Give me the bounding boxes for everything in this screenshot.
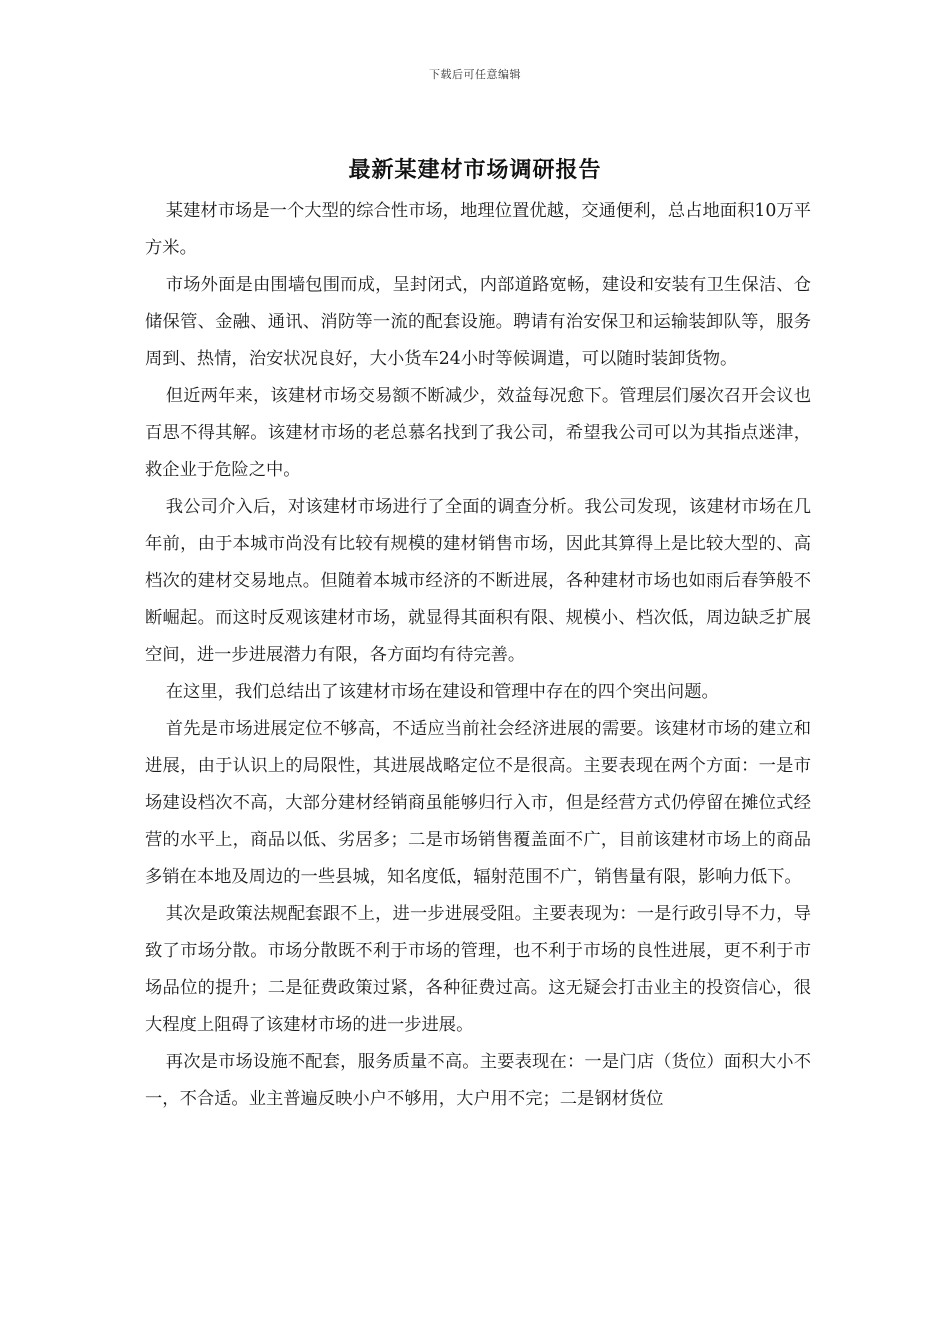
document-body (145, 193, 811, 1118)
paragraph: 但近两年来，该建材市场交易额不断减少，效益每况愈下。管理层们屡次召开会议也百思不得其解。该建材市场的老总慕名找到了我公司，希望我公司可以为其指点迷津，救企业于危险之中。 (145, 386, 811, 480)
header-note: 下载后可任意编辑 (429, 68, 521, 81)
paragraph: 再次是市场设施不配套，服务质量不高。主要表现在：一是门店（货位）面积大小不一，不合适。业主普遍反映小户不够用，大户用不完；二是钢材货位 (145, 1052, 811, 1109)
paragraph: 首先是市场进展定位不够高，不适应当前社会经济进展的需要。该建材市场的建立和进展，由于认识上的局限性，其进展战略定位不是很高。主要表现在两个方面：一是市场建设档次不高，大部分建材经销商虽能够归行入市，但是经营方式仍停留在摊位式经营的水平上，商品以低、劣居多；二是市场销售覆盖面不广，目前该建材市场上的商品多销在本地及周边的一些县城，知名度低，辐射范围不广，销售量有限，影响力低下。 (145, 719, 811, 887)
paragraph: 某建材市场是一个大型的综合性市场，地理位置优越，交通便利，总占地面积10万平方米。 (145, 201, 811, 258)
paragraph: 我公司介入后，对该建材市场进行了全面的调查分析。我公司发现，该建材市场在几年前，由于本城市尚没有比较有规模的建材销售市场，因此其算得上是比较大型的、高档次的建材交易地点。但随着本城市经济的不断进展，各种建材市场也如雨后春笋般不断崛起。而这时反观该建材市场，就显得其面积有限、规模小、档次低，周边缺乏扩展空间，进一步进展潜力有限，各方面均有待完善。 (145, 497, 811, 665)
paragraph: 在这里，我们总结出了该建材市场在建设和管理中存在的四个突出问题。 (165, 682, 719, 702)
paragraph: 市场外面是由围墙包围而成，呈封闭式，内部道路宽畅，建设和安装有卫生保洁、仓储保管、金融、通讯、消防等一流的配套设施。聘请有治安保卫和运输装卸队等，服务周到、热情，治安状况良好，大小货车24小时等候调遣，可以随时装卸货物。 (145, 275, 811, 369)
paragraph: 其次是政策法规配套跟不上，进一步进展受阻。主要表现为：一是行政引导不力，导致了市场分散。市场分散既不利于市场的管理，也不利于市场的良性进展，更不利于市场品位的提升；二是征费政策过紧，各种征费过高。这无疑会打击业主的投资信心，很大程度上阻碍了该建材市场的进一步进展。 (145, 904, 811, 1035)
document-title: 最新某建材市场调研报告 (348, 157, 602, 183)
